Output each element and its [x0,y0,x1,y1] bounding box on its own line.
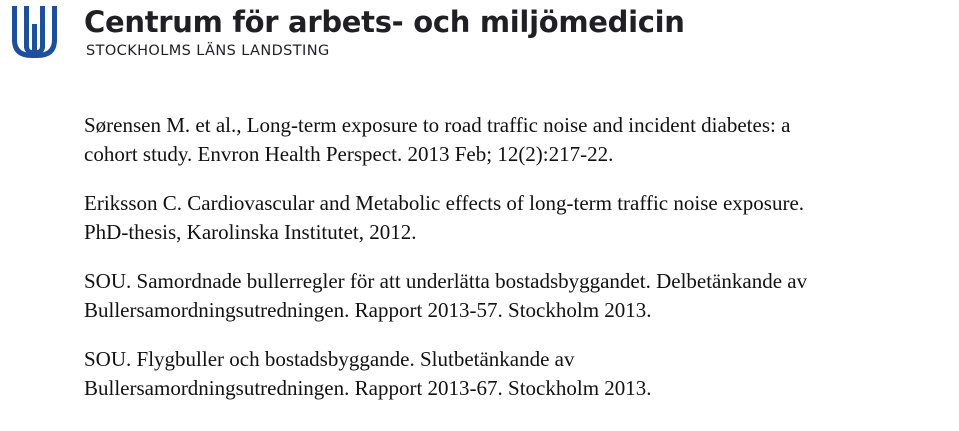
reference-line: Sørensen M. et al., Long-term exposure to road traffic noise and incident diabetes: a [84,113,791,137]
reference-line: SOU. Flygbuller och bostadsbyggande. Slutbetänkande av [84,347,575,371]
reference-line: SOU. Samordnade bullerregler för att underlätta bostadsbyggandet. Delbetänkande av [84,269,808,293]
reference-item [84,267,954,325]
organization-subtitle: STOCKHOLMS LÄNS LANDSTING [86,43,330,59]
reference-line: Bullersamordningsutredningen. Rapport 2013-67. Stockholm 2013. [84,376,652,400]
reference-line: Eriksson C. Cardiovascular and Metabolic effects of long-term traffic noise exposure. [84,191,805,215]
organization-name: Centrum för arbets- och miljömedicin [84,5,685,39]
jll-logo-icon [6,4,76,62]
reference-line: cohort study. Envron Health Perspect. 2013 Feb; 12(2):217-22. [84,142,614,166]
reference-line: PhD-thesis, Karolinska Institutet, 2012. [84,220,417,244]
page-header [0,0,959,70]
reference-list [84,111,954,423]
reference-line: Bullersamordningsutredningen. Rapport 2013-57. Stockholm 2013. [84,298,652,322]
reference-item [84,111,954,169]
reference-item [84,189,954,247]
reference-item [84,345,954,403]
